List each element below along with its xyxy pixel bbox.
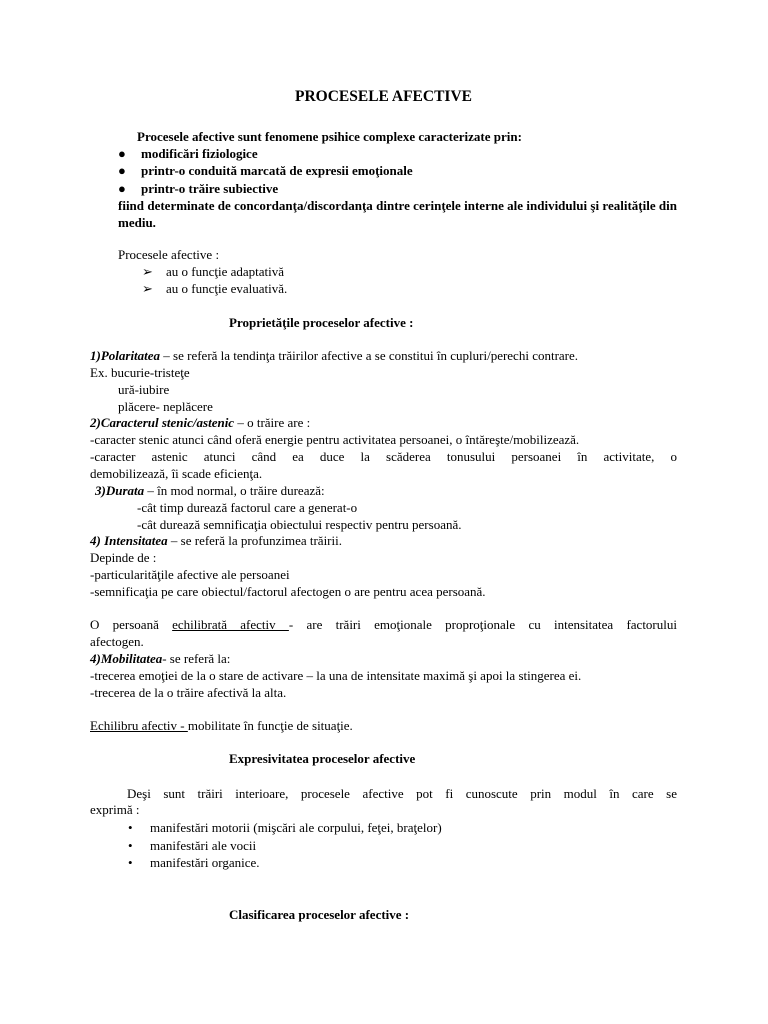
intro-lead: Procesele afective sunt fenomene psihice complexe caracterizate prin: (137, 129, 522, 144)
section-heading: Expresivitatea proceselor afective (229, 751, 416, 766)
property-polarity (90, 347, 578, 364)
list-item-text: manifestări ale vocii (150, 838, 257, 853)
property-term: 1)Polaritatea (90, 348, 161, 363)
bullet-icon: • (128, 855, 133, 870)
list-item-text: au o funcţie evaluativă. (166, 281, 288, 296)
arrow-bullet-icon: ➢ (142, 281, 153, 296)
section-heading: Clasificarea proceselor afective : (229, 907, 410, 922)
property-term: 4) Intensitatea (90, 533, 168, 548)
property-definition: – o trăire are : (234, 415, 311, 430)
underlined-term: Echilibru afectiv - (90, 718, 188, 733)
list-item-text: printr-o conduită marcată de expresii emoţionale (141, 163, 413, 178)
bullet-icon: ● (118, 181, 126, 196)
text-line: -caracter astenic atunci când ea duce la scăderea tonusului persoanei în activitate, o (90, 449, 677, 464)
text-line: -semnificaţia pe care obiectul/factorul afectogen o are pentru acea persoană. (90, 584, 486, 599)
list-item-text: printr-o trăire subiective (141, 181, 279, 196)
property-definition: – se referă la tendinţa trăirilor afective a se constitui în cupluri/perechi contrare. (160, 348, 579, 363)
property-term: 2)Caracterul stenic/astenic (90, 415, 235, 430)
text-line: exprimă : (90, 802, 140, 817)
text-span: O persoană (90, 617, 173, 632)
equilibrium-definition (90, 717, 353, 734)
text-line: -caracter stenic atunci când oferă energie pentru activitatea persoanei, o întăreşte/mobilizează. (90, 432, 580, 447)
arrow-bullet-icon: ➢ (142, 264, 153, 279)
list-item-text: manifestări organice. (150, 855, 260, 870)
property-mobility (90, 650, 230, 667)
bullet-icon: • (128, 838, 133, 853)
text-line: -cât timp durează factorul care a generat-o (137, 500, 358, 515)
text-line: demobilizează, îi scade eficienţa. (90, 466, 263, 481)
property-duration (95, 482, 325, 499)
balanced-definition (90, 616, 677, 633)
property-term: 3)Durata (95, 483, 145, 498)
property-intensity (90, 532, 342, 549)
property-definition: – se referă la profunzimea trăirii. (167, 533, 342, 548)
text-line: afectogen. (90, 634, 144, 649)
property-definition: - se referă la: (162, 651, 231, 666)
list-item-text: au o funcţie adaptativă (166, 264, 285, 279)
page-title: PROCESELE AFECTIVE (294, 88, 472, 105)
list-item-text: modificări fiziologice (141, 146, 258, 161)
text-span: - are trăiri emoţionale proproţionale cu intensitatea factorului (288, 617, 677, 632)
section-heading: Proprietăţile proceselor afective : (229, 315, 414, 330)
text-line: -cât durează semnificaţia obiectului respectiv pentru persoană. (137, 517, 462, 532)
bullet-icon: ● (118, 163, 126, 178)
text-line: -particularităţile afective ale persoanei (90, 567, 290, 582)
intro-conclusion: fiind determinate de concordanţa/discordanţa dintre cerinţele interne ale individului şi realităţile din mediu. (118, 198, 677, 230)
property-term: 4)Mobilitatea (90, 651, 163, 666)
list-item-text: manifestări motorii (mişcări ale corpului, feţei, braţelor) (150, 820, 442, 835)
example-line: plăcere- neplăcere (118, 399, 213, 414)
text-line: Deşi sunt trăiri interioare, procesele afective pot fi cunoscute prin modul în care se (127, 786, 677, 801)
property-definition: – în mod normal, o trăire durează: (144, 483, 325, 498)
underlined-term: echilibrată afectiv (172, 617, 289, 632)
text-line: Depinde de : (90, 550, 157, 565)
text-span: mobilitate în funcţie de situaţie. (187, 718, 353, 733)
functions-label: Procesele afective : (118, 247, 220, 262)
text-line: -trecerea emoţiei de la o stare de activare – la una de intensitate maximă şi apoi la stingerea ei. (90, 668, 582, 683)
bullet-icon: ● (118, 146, 126, 161)
bullet-icon: • (128, 820, 133, 835)
property-stenic (90, 414, 310, 431)
text-line: -trecerea de la o trăire afectivă la alta. (90, 685, 287, 700)
example-line: Ex. bucurie-tristeţe (90, 365, 190, 380)
example-line: ură-iubire (118, 382, 170, 397)
